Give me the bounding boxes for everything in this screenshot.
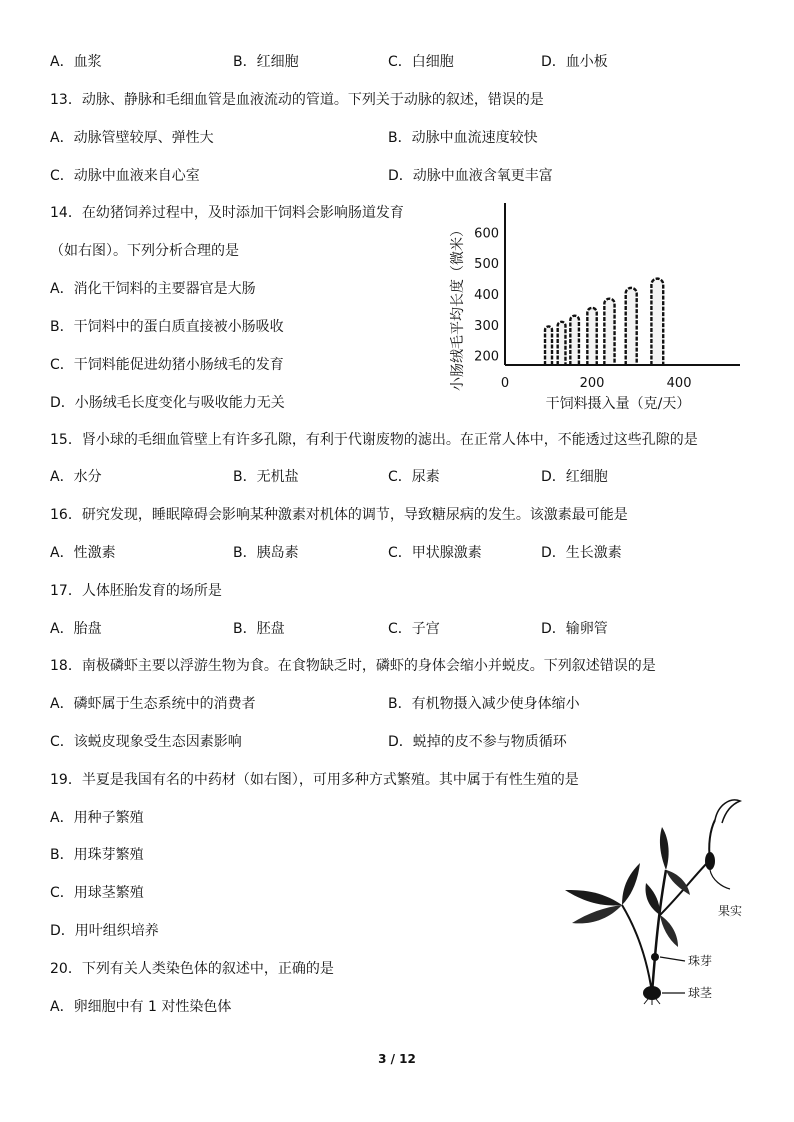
- q16-option-d: D．生长激素: [541, 545, 622, 561]
- q14-option-b: B．干饲料中的蛋白质直接被小肠吸收: [50, 319, 284, 335]
- y-tick-label: 200: [474, 349, 499, 365]
- q18-stem: 18．南极磷虾主要以浮游生物为食。在食物缺乏时，磷虾的身体会缩小并蜕皮。下列叙述错误的是: [50, 658, 656, 674]
- q13-option-d: D．动脉中血液含氧更丰富: [388, 168, 553, 184]
- villus-bar: [604, 299, 614, 365]
- q19-option-b: B．用珠芽繁殖: [50, 847, 144, 863]
- x-tick-label: 200: [579, 376, 605, 391]
- q18-option-c: C．该蜕皮现象受生态因素影响: [50, 734, 242, 750]
- villus-bar: [545, 326, 552, 365]
- x-axis-label: 干饲料摄入量（克/天）: [545, 396, 691, 412]
- q12-option-a: A．血浆: [50, 54, 102, 70]
- q15-option-c: C．尿素: [388, 469, 440, 485]
- q13-option-c: C．动脉中血液来自心室: [50, 168, 200, 184]
- q16-option-b: B．胰岛素: [233, 545, 299, 561]
- q17-option-b: B．胚盘: [233, 621, 285, 637]
- x-tick-labels: [501, 376, 692, 391]
- q13-option-b: B．动脉中血流速度较快: [388, 130, 538, 146]
- y-tick-label: 600: [474, 226, 499, 242]
- y-tick-labels: [474, 226, 499, 364]
- y-tick-label: 300: [474, 318, 499, 334]
- q17-option-a: A．胎盘: [50, 621, 102, 637]
- villus-bar: [587, 308, 596, 365]
- x-tick-label: 400: [666, 376, 692, 391]
- q14-stem-line2: （如右图）。下列分析合理的是: [50, 243, 239, 259]
- q17-option-d: D．输卵管: [541, 621, 608, 637]
- q16-option-c: C．甲状腺激素: [388, 545, 482, 561]
- bulbil-label: 珠芽: [688, 954, 713, 968]
- villus-length-chart: [440, 195, 760, 425]
- chart-bars: [545, 279, 663, 365]
- q12-option-d: D．血小板: [541, 54, 608, 70]
- fruit-label: 果实: [718, 904, 743, 918]
- q18-option-b: B．有机物摄入减少使身体缩小: [388, 696, 580, 712]
- q15-option-b: B．无机盐: [233, 469, 299, 485]
- q15-option-d: D．红细胞: [541, 469, 608, 485]
- q17-option-c: C．子宫: [388, 621, 440, 637]
- q19-stem: 19．半夏是我国有名的中药材（如右图），可用多种方式繁殖。其中属于有性生殖的是: [50, 772, 579, 788]
- x-tick-label: 0: [500, 376, 510, 391]
- y-tick-label: 500: [474, 257, 499, 273]
- corm-label: 球茎: [688, 986, 713, 1000]
- q12-option-b: B．红细胞: [233, 54, 299, 70]
- pinellia-plant-illustration: [560, 795, 760, 1005]
- q16-stem: 16．研究发现，睡眠障碍会影响某种激素对机体的调节，导致糖尿病的发生。该激素最可能是: [50, 507, 628, 523]
- q16-option-a: A．性激素: [50, 545, 116, 561]
- q14-option-d: D．小肠绒毛长度变化与吸收能力无关: [50, 395, 285, 411]
- q14-option-c: C．干饲料能促进幼猪小肠绒毛的发育: [50, 357, 284, 373]
- q14-stem-line1: 14．在幼猪饲养过程中，及时添加干饲料会影响肠道发育: [50, 205, 404, 221]
- q17-stem: 17．人体胚胎发育的场所是: [50, 583, 222, 599]
- villus-bar: [626, 288, 637, 365]
- q13-stem: 13．动脉、静脉和毛细血管是血液流动的管道。下列关于动脉的叙述，错误的是: [50, 92, 544, 108]
- q14-option-a: A．消化干饲料的主要器官是大肠: [50, 281, 256, 297]
- q15-option-a: A．水分: [50, 469, 102, 485]
- villus-bar: [651, 279, 663, 365]
- villus-bar: [570, 316, 579, 365]
- q13-option-a: A．动脉管壁较厚、弹性大: [50, 130, 214, 146]
- q15-stem: 15．肾小球的毛细血管壁上有许多孔隙，有利于代谢废物的滤出。在正常人体中，不能透过这些孔隙的是: [50, 432, 698, 448]
- q18-option-a: A．磷虾属于生态系统中的消费者: [50, 696, 256, 712]
- q19-option-d: D．用叶组织培养: [50, 923, 159, 939]
- q12-option-c: C．白细胞: [388, 54, 454, 70]
- y-axis-label: 小肠绒毛平均长度（微米）: [450, 223, 466, 391]
- y-tick-label: 400: [474, 288, 499, 304]
- q19-option-a: A．用种子繁殖: [50, 810, 144, 826]
- q20-option-a: A．卵细胞中有 1 对性染色体: [50, 999, 232, 1015]
- page-number: 3 / 12: [378, 1052, 416, 1066]
- q18-option-d: D．蜕掉的皮不参与物质循环: [388, 734, 567, 750]
- q20-stem: 20．下列有关人类染色体的叙述中，正确的是: [50, 961, 334, 977]
- q19-option-c: C．用球茎繁殖: [50, 885, 144, 901]
- villus-bar: [558, 322, 566, 365]
